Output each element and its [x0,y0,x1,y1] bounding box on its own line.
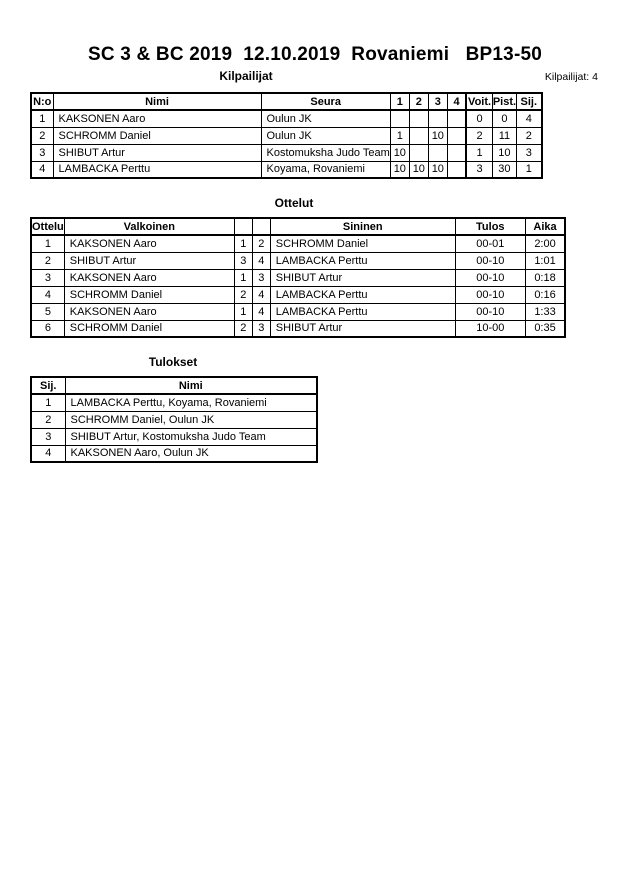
result-place: 2 [31,411,65,428]
col-header-round-3: 3 [428,93,447,110]
competitor-place: 3 [517,144,542,161]
competitor-score-1 [390,110,409,127]
competitor-no: 3 [31,144,53,161]
competitor-score-1: 10 [390,144,409,161]
col-header-name: Nimi [65,377,317,394]
competitor-points: 30 [492,161,516,178]
competitor-score-2 [409,144,428,161]
match-blue-no: 4 [252,286,270,303]
match-result: 00-10 [455,269,525,286]
competitor-name: SCHROMM Daniel [53,127,261,144]
col-header-blue: Sininen [270,218,455,235]
col-header-blue-no [252,218,270,235]
col-header-round-4: 4 [447,93,466,110]
match-row [31,286,565,303]
competitor-score-2 [409,110,428,127]
match-no: 6 [31,320,64,337]
competitor-score-3: 10 [428,127,447,144]
col-header-name: Nimi [53,93,261,110]
competitor-wins: 0 [466,110,492,127]
match-white-name: KAKSONEN Aaro [64,303,234,320]
result-row [31,428,317,445]
competitor-score-4 [447,144,466,161]
competitor-name: SHIBUT Artur [53,144,261,161]
match-white-no: 2 [234,320,252,337]
match-no: 1 [31,235,64,252]
col-header-round-1: 1 [390,93,409,110]
competitor-score-3 [428,144,447,161]
results-header [31,377,317,394]
col-header-wins: Voit. [466,93,492,110]
match-row [31,269,565,286]
result-row [31,445,317,462]
col-header-white: Valkoinen [64,218,234,235]
match-row [31,320,565,337]
competitor-score-4 [447,161,466,178]
competitor-row [31,144,542,161]
match-white-name: KAKSONEN Aaro [64,269,234,286]
competitor-place: 4 [517,110,542,127]
result-name: KAKSONEN Aaro, Oulun JK [65,445,317,462]
competitor-points: 10 [492,144,516,161]
result-row [31,394,317,411]
match-time: 0:16 [525,286,565,303]
col-header-round-2: 2 [409,93,428,110]
match-result: 00-10 [455,303,525,320]
match-result: 00-01 [455,235,525,252]
results-table [30,376,318,463]
competitor-row [31,110,542,127]
competitor-score-4 [447,127,466,144]
competitor-place: 2 [517,127,542,144]
col-header-no: N:o [31,93,53,110]
competitors-header-row [0,69,630,84]
competitor-score-4 [447,110,466,127]
match-time: 0:18 [525,269,565,286]
match-no: 3 [31,269,64,286]
competitors-count: Kilpailijat: 4 [544,71,598,83]
competitor-row [31,127,542,144]
col-header-result: Tulos [455,218,525,235]
match-white-name: SCHROMM Daniel [64,320,234,337]
match-white-no: 1 [234,303,252,320]
result-name: SCHROMM Daniel, Oulun JK [65,411,317,428]
page-title: SC 3 & BC 2019 12.10.2019 Rovaniemi BP13-50 [87,44,543,65]
match-time: 0:35 [525,320,565,337]
col-header-points: Pist. [492,93,516,110]
competitor-points: 11 [492,127,516,144]
result-place: 3 [31,428,65,445]
result-row [31,411,317,428]
result-name: LAMBACKA Perttu, Koyama, Rovaniemi [65,394,317,411]
match-result: 00-10 [455,286,525,303]
competitor-score-1: 1 [390,127,409,144]
col-header-time: Aika [525,218,565,235]
col-header-place: Sij. [31,377,65,394]
match-white-no: 1 [234,235,252,252]
match-row [31,303,565,320]
competitor-score-2 [409,127,428,144]
match-white-no: 2 [234,286,252,303]
match-white-name: SHIBUT Artur [64,252,234,269]
competitor-no: 1 [31,110,53,127]
competitor-place: 1 [517,161,542,178]
matches-table [30,217,566,338]
match-blue-name: SCHROMM Daniel [270,235,455,252]
competitor-row [31,161,542,178]
competitor-name: KAKSONEN Aaro [53,110,261,127]
match-white-no: 3 [234,252,252,269]
competitors-header [31,93,542,110]
results-heading: Tulokset [148,355,198,369]
match-white-no: 1 [234,269,252,286]
match-blue-no: 2 [252,235,270,252]
result-name: SHIBUT Artur, Kostomuksha Judo Team [65,428,317,445]
competitor-club: Oulun JK [261,127,390,144]
competitor-points: 0 [492,110,516,127]
col-header-match: Ottelu [31,218,64,235]
competitor-wins: 3 [466,161,492,178]
competitor-name: LAMBACKA Perttu [53,161,261,178]
competitor-wins: 1 [466,144,492,161]
match-row [31,235,565,252]
competitor-club: Oulun JK [261,110,390,127]
match-blue-no: 3 [252,269,270,286]
match-no: 2 [31,252,64,269]
competitor-no: 2 [31,127,53,144]
match-no: 4 [31,286,64,303]
match-no: 5 [31,303,64,320]
result-place: 4 [31,445,65,462]
competitor-score-3: 10 [428,161,447,178]
col-header-place: Sij. [517,93,542,110]
match-time: 1:33 [525,303,565,320]
competitors-heading: Kilpailijat [219,69,273,83]
competitor-score-2: 10 [409,161,428,178]
match-time: 1:01 [525,252,565,269]
match-blue-no: 4 [252,303,270,320]
match-time: 2:00 [525,235,565,252]
matches-heading: Ottelut [274,196,314,210]
col-header-white-no [234,218,252,235]
col-header-club: Seura [261,93,390,110]
matches-header [31,218,565,235]
competitor-wins: 2 [466,127,492,144]
match-blue-name: LAMBACKA Perttu [270,252,455,269]
match-white-name: KAKSONEN Aaro [64,235,234,252]
match-row [31,252,565,269]
competitor-club: Koyama, Rovaniemi [261,161,390,178]
match-blue-name: LAMBACKA Perttu [270,286,455,303]
competitor-no: 4 [31,161,53,178]
match-white-name: SCHROMM Daniel [64,286,234,303]
competitor-score-1: 10 [390,161,409,178]
result-place: 1 [31,394,65,411]
competitors-table [30,92,543,179]
match-result: 00-10 [455,252,525,269]
match-blue-name: LAMBACKA Perttu [270,303,455,320]
competitor-score-3 [428,110,447,127]
match-blue-no: 3 [252,320,270,337]
match-blue-name: SHIBUT Artur [270,269,455,286]
match-blue-no: 4 [252,252,270,269]
match-result: 10-00 [455,320,525,337]
competitor-club: Kostomuksha Judo Team [261,144,390,161]
match-blue-name: SHIBUT Artur [270,320,455,337]
